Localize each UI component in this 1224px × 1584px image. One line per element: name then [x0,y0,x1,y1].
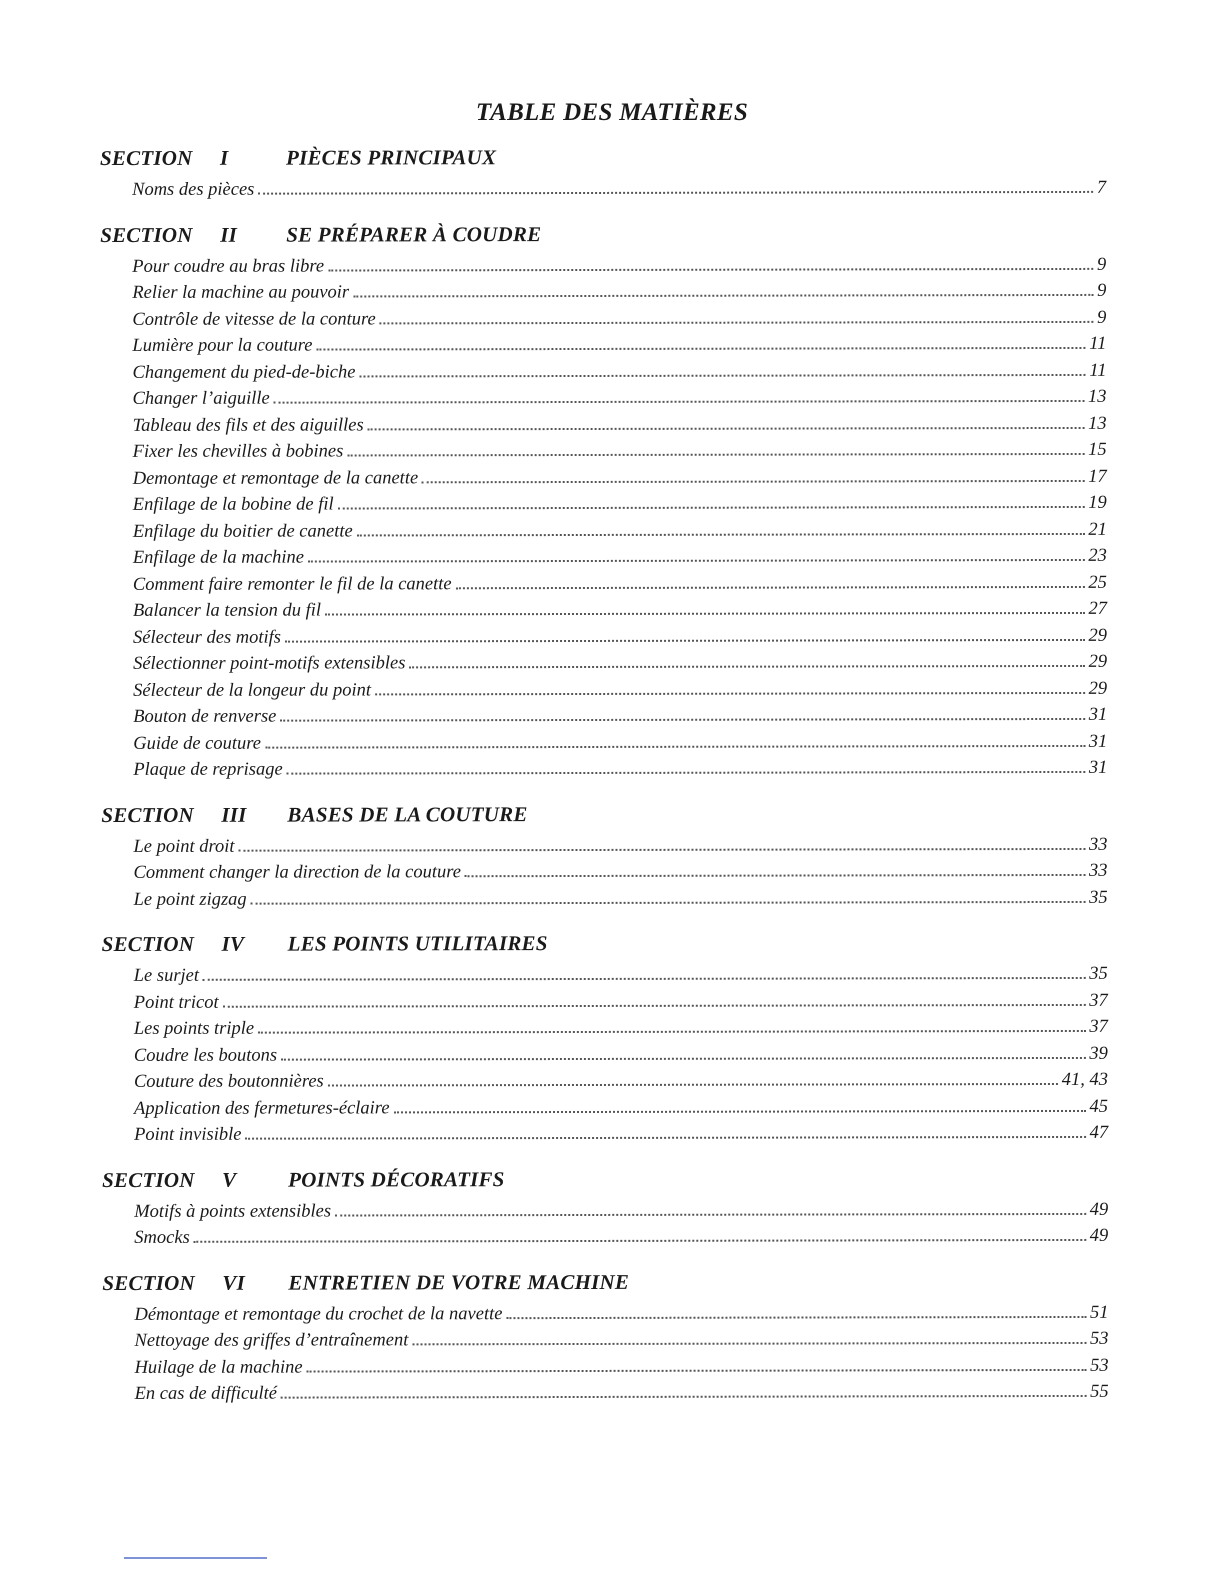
dot-leader [287,771,1085,775]
entry-list [133,834,1107,916]
toc-entry [134,1096,1108,1125]
dot-leader [203,977,1085,981]
entry-title: Pour coudre au bras libre [132,256,325,277]
toc-section [102,1165,1108,1254]
toc-entry [134,887,1108,916]
entry-title: Couture des boutonnières [133,1071,324,1092]
toc-entry [133,599,1107,628]
entry-list [134,1302,1108,1410]
entry-page-number: 47 [1089,1122,1109,1143]
section-name: POINTS DÉCORATIFS [288,1166,505,1192]
section-heading [101,800,1107,836]
entry-title: Guide de couture [133,733,262,754]
dot-leader [307,1368,1087,1372]
section-heading [100,220,1106,256]
entry-page-number: 37 [1089,990,1108,1011]
dot-leader [258,1030,1085,1034]
dot-leader [347,453,1084,457]
dot-leader [394,1109,1086,1112]
section-number: II [220,222,237,247]
dot-leader [325,612,1084,616]
dot-leader [380,320,1093,323]
toc-entry [133,519,1107,548]
section-number: I [219,145,229,170]
entry-title: Le point droit [133,836,235,857]
entry-title: Comment changer la direction de la couture [133,862,462,883]
section-label: SECTION [102,1270,195,1295]
entry-title: Plaque de reprisage [133,759,283,780]
entry-page-number: 35 [1089,887,1108,908]
entry-page-number: 21 [1088,519,1107,540]
toc-entry [134,861,1108,890]
dot-leader [281,1395,1086,1399]
toc-entry [135,1382,1109,1411]
section-number: IV [221,931,245,956]
entry-page-number: 53 [1090,1355,1109,1376]
entry-title: Relier la machine au pouvoir [132,282,350,303]
entry-title: En cas de difficulté [134,1383,277,1404]
entry-title: Les points triple [133,1018,255,1039]
toc-entry [133,466,1107,495]
entry-page-number: 9 [1097,307,1107,328]
entry-title: Tableau des fils et des aiguilles [132,414,364,436]
entry-title: Nettoyage des griffes d’entraînement [134,1330,409,1351]
toc-entry [133,493,1107,522]
entry-page-number: 33 [1088,860,1108,881]
entry-page-number: 9 [1097,280,1107,301]
dot-leader [422,479,1084,482]
dot-leader [245,1136,1085,1140]
toc-entry [132,254,1106,283]
entry-title: Enfilage de la bobine de fil [132,494,334,515]
entry-list [134,1199,1108,1254]
dot-leader [506,1315,1086,1318]
toc-entry [132,334,1106,363]
entry-title: Motifs à points extensibles [134,1201,332,1222]
toc-entry [134,990,1108,1019]
toc-entry [133,652,1107,681]
dot-leader [456,585,1085,588]
section-heading [100,144,1106,180]
entry-title: Point tricot [133,992,219,1013]
dot-leader [194,1239,1086,1243]
entry-page-number: 49 [1089,1225,1109,1246]
dot-leader [281,1056,1085,1060]
entry-title: Application des fermetures-éclaire [133,1097,390,1119]
toc-entry [133,758,1107,787]
toc-entry [134,1329,1108,1358]
toc-entry [133,546,1107,575]
entry-page-number: 55 [1090,1381,1109,1402]
entry-page-number: 45 [1089,1096,1109,1117]
entry-title: Contrôle de vitesse de la conture [132,308,376,330]
dot-leader [308,559,1084,563]
entry-list [132,178,1106,207]
toc-entry [134,1017,1108,1046]
footer-divider [124,1557,267,1559]
section-name: SE PRÉPARER À COUDRE [286,221,542,247]
entry-page-number: 23 [1088,545,1107,566]
toc-section [100,144,1106,207]
entry-title: Le surjet [133,965,200,986]
entry-page-number: 29 [1088,651,1108,672]
toc-entry [134,1199,1108,1228]
section-number: VI [222,1270,245,1295]
entry-title: Changement du pied-de-biche [132,361,356,383]
entry-page-number: 33 [1088,834,1108,855]
entry-page-number: 49 [1089,1199,1109,1220]
toc-entry [134,1043,1108,1072]
entry-page-number: 31 [1088,757,1108,778]
dot-leader [368,426,1084,430]
entry-page-number: 29 [1088,678,1108,699]
dot-leader [359,373,1085,377]
toc-entry [133,413,1107,442]
entry-page-number: 27 [1088,598,1107,619]
dot-leader [285,638,1085,642]
entry-page-number: 25 [1088,572,1107,593]
entry-title: Smocks [134,1227,190,1248]
dot-leader [274,400,1084,404]
dot-leader [265,744,1085,748]
entry-page-number: 15 [1088,439,1107,460]
toc-entry [132,360,1106,389]
entry-title: Noms des pièces [132,179,255,200]
entry-page-number: 53 [1089,1328,1109,1349]
entry-title: Comment faire remonter le fil de la canette [132,573,452,595]
entry-page-number: 9 [1096,254,1107,275]
table-of-contents [100,144,1109,1411]
entry-page-number: 41, 43 [1061,1069,1108,1090]
section-heading [102,1165,1108,1201]
page-title: TABLE DES MATIÈRES [475,98,749,126]
toc-section [102,930,1108,1152]
entry-title: Enfilage de la machine [132,547,304,568]
entry-title: Balancer la tension du fil [132,600,322,621]
toc-entry [134,1123,1108,1152]
toc-entry [132,178,1106,207]
entry-page-number: 31 [1088,731,1108,752]
toc-entry [133,731,1107,760]
toc-entry [133,705,1107,734]
toc-entry [132,307,1106,336]
entry-list [132,254,1107,786]
entry-title: Bouton de renverse [133,706,277,727]
entry-page-number: 35 [1089,963,1108,984]
entry-title: Sélecteur de la longeur du point [133,679,372,701]
toc-section [100,220,1107,786]
section-heading [102,1268,1108,1304]
toc-entry [133,625,1107,654]
entry-title: Le point zigzag [133,889,247,910]
entry-title: Demontage et remontage de la canette [132,467,419,489]
section-name: BASES DE LA COUTURE [287,801,528,827]
dot-leader [328,1083,1058,1087]
dot-leader [375,691,1085,694]
section-label: SECTION [101,931,195,956]
entry-page-number: 17 [1088,466,1107,487]
dot-leader [328,267,1093,271]
dot-leader [239,847,1085,851]
toc-section [102,1268,1108,1410]
dot-leader [280,718,1084,722]
entry-page-number: 31 [1088,704,1108,725]
entry-title: Sélecteur des motifs [133,627,282,648]
dot-leader [335,1212,1086,1216]
entry-page-number: 13 [1088,413,1107,434]
section-heading [102,930,1108,966]
toc-entry [133,572,1107,601]
entry-page-number: 19 [1088,492,1107,513]
dot-leader [223,1003,1086,1007]
dot-leader [258,191,1092,195]
dot-leader [338,506,1085,510]
entry-title: Huilage de la machine [134,1357,303,1378]
section-label: SECTION [102,1167,195,1192]
section-number: V [222,1167,237,1192]
toc-entry [133,387,1107,416]
entry-title: Point invisible [134,1124,242,1145]
dot-leader [316,347,1085,351]
toc-entry [134,964,1108,993]
toc-entry [133,440,1107,469]
entry-title: Lumière pour la couture [132,335,313,356]
section-number: III [221,802,247,827]
section-label: SECTION [100,222,193,247]
section-name: PIÈCES PRINCIPAUX [285,145,497,170]
toc-entry [133,834,1107,863]
entry-page-number: 11 [1089,360,1107,381]
dot-leader [409,665,1084,668]
entry-title: Fixer les chevilles à bobines [132,441,344,462]
toc-entry [135,1355,1109,1384]
section-name: ENTRETIEN DE VOTRE MACHINE [288,1269,630,1295]
entry-list [134,964,1108,1152]
dot-leader [251,900,1085,904]
section-label: SECTION [100,145,193,170]
toc-section [101,800,1107,916]
entry-page-number: 29 [1088,625,1108,646]
entry-title: Démontage et remontage du crochet de la navette [134,1303,503,1325]
toc-entry [134,1070,1108,1099]
entry-page-number: 11 [1089,333,1107,354]
entry-page-number: 39 [1089,1043,1108,1064]
toc-entry [132,281,1106,310]
toc-entry [134,1226,1108,1255]
entry-page-number: 37 [1089,1016,1108,1037]
toc-entry [134,1302,1108,1331]
entry-title: Enfilage du boitier de canette [132,520,353,542]
dot-leader [412,1342,1086,1345]
dot-leader [357,532,1085,536]
entry-title: Coudre les boutons [133,1045,278,1066]
section-label: SECTION [101,802,194,827]
dot-leader [353,294,1093,298]
entry-page-number: 7 [1096,177,1107,198]
entry-title: Changer l’aiguille [132,388,270,409]
entry-page-number: 51 [1089,1302,1109,1323]
toc-entry [133,678,1107,707]
section-name: LES POINTS UTILITAIRES [287,931,548,956]
entry-title: Sélectionner point-motifs extensibles [133,653,406,674]
dot-leader [465,874,1085,877]
entry-page-number: 13 [1088,386,1107,407]
